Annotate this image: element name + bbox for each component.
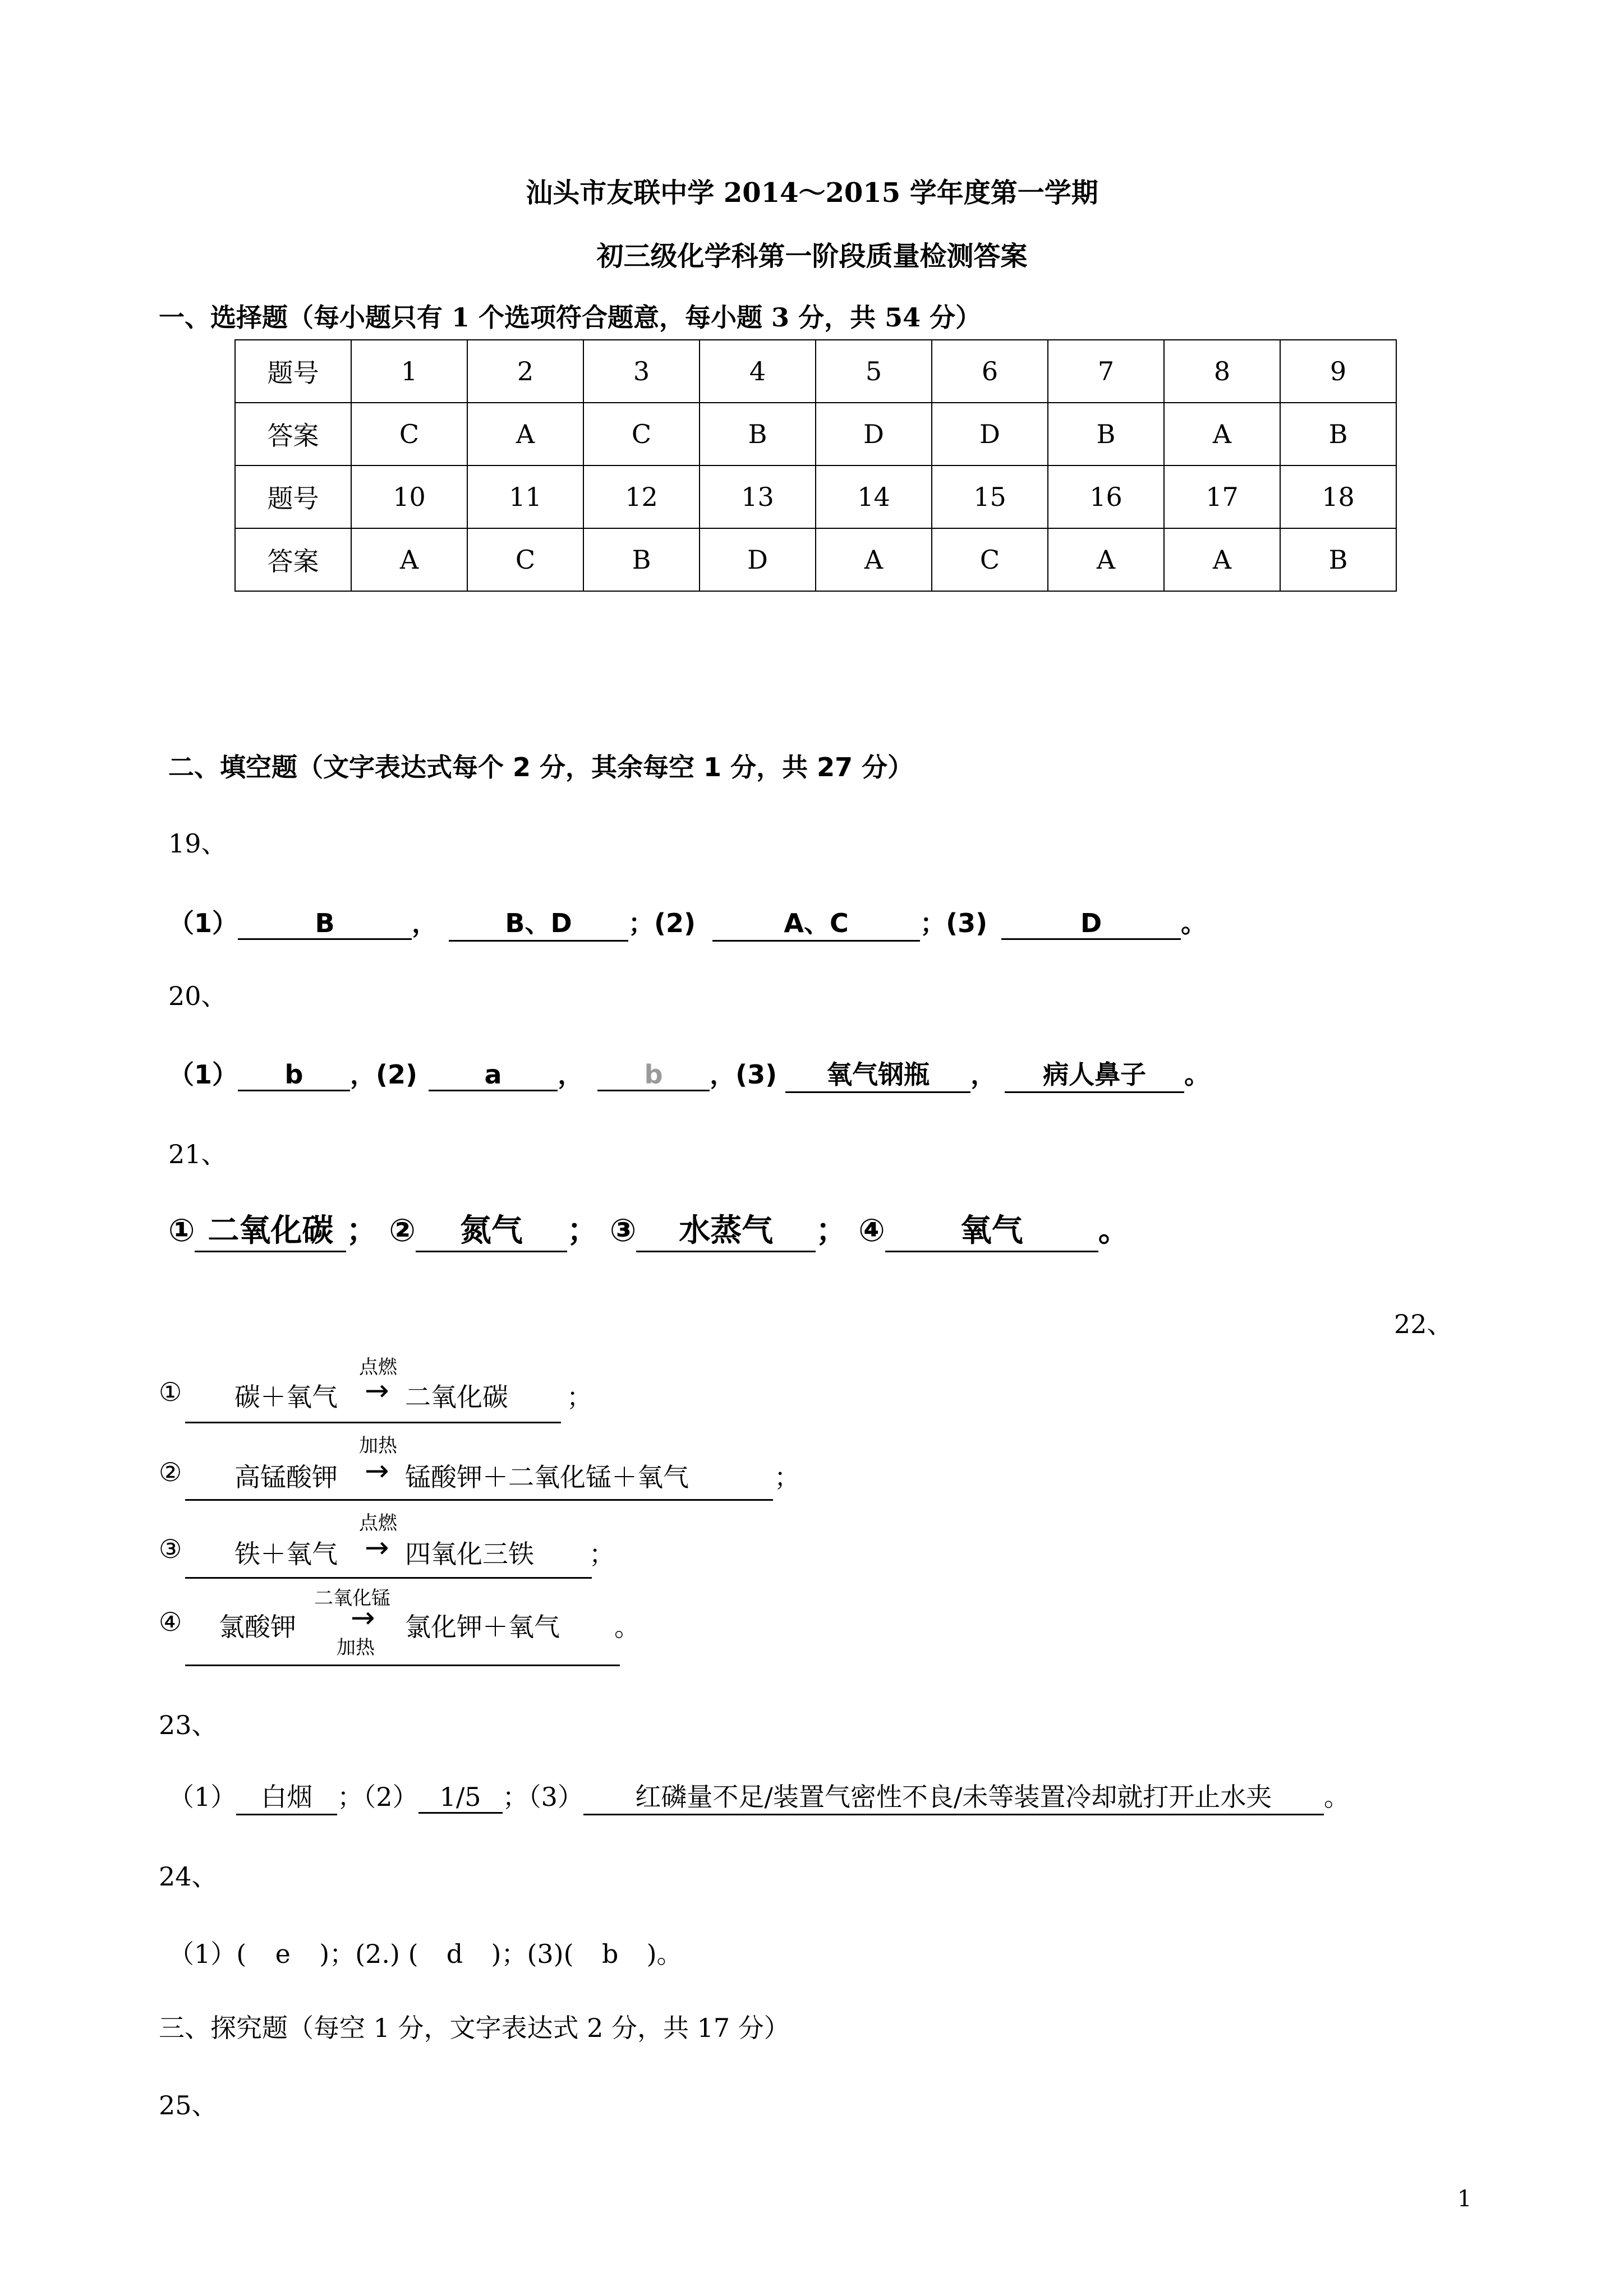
answer-table-cell: B xyxy=(1048,403,1164,465)
q21-mark-1: ① xyxy=(168,1212,195,1249)
q23-part1-label: （1） xyxy=(168,1782,237,1812)
answer-table-cell: A xyxy=(1164,403,1280,465)
doc-subtitle: 初三级化学科第一阶段质量检测答案 xyxy=(596,241,1028,272)
answer-table-cell: B xyxy=(1280,403,1396,465)
q23-answers xyxy=(168,1777,1350,1815)
answer-table-cell: D xyxy=(700,528,816,591)
answer-table-cell: A xyxy=(467,403,583,465)
q20-end: 。 xyxy=(1184,1059,1211,1090)
answer-table-row xyxy=(235,528,1396,591)
q21-end: 。 xyxy=(1098,1212,1130,1249)
q22-mark-2: ② xyxy=(159,1457,182,1487)
q22-product-4: 氯化钾＋氧气 xyxy=(405,1612,560,1642)
q20-number: 20、 xyxy=(168,981,227,1011)
answer-table-cell: C xyxy=(351,403,467,465)
q21-mark-4: ④ xyxy=(858,1212,885,1249)
q24-answer-2: d xyxy=(446,1939,463,1969)
q22-product-1: 二氧化碳 xyxy=(405,1382,508,1412)
q19-blank-3: A、C xyxy=(712,903,920,942)
q22-underline-2 xyxy=(185,1499,773,1501)
q24-part2-label: )；(2.) ( xyxy=(319,1939,418,1969)
q22-number: 22、 xyxy=(1394,1309,1453,1339)
section3-heading: 三、探究题（每空 1 分，文字表达式 2 分，共 17 分） xyxy=(159,2013,790,2043)
q22-product-3: 四氧化三铁 xyxy=(405,1539,534,1569)
q20-blank-5: 病人鼻子 xyxy=(1005,1054,1184,1093)
q21-blank-3: 水蒸气 xyxy=(636,1206,816,1252)
answer-table-row-header: 题号 xyxy=(235,340,351,403)
q23-blank-3: 红磷量不足/装置气密性不良/未等装置冷却就打开止水夹 xyxy=(583,1777,1324,1815)
q22-underline-4 xyxy=(185,1665,620,1666)
q22-condition-3: 点燃 xyxy=(359,1512,397,1534)
q20-separator-2: ， xyxy=(970,1059,997,1090)
q19-part1-label: （1） xyxy=(168,908,238,938)
answer-table-row-header: 答案 xyxy=(235,403,351,465)
q21-sep-3: ； xyxy=(816,1212,848,1249)
answer-table-cell: 15 xyxy=(932,465,1048,528)
q22-arrow-3: → xyxy=(365,1531,389,1565)
q22-reactant-1: 碳＋氧气 xyxy=(234,1382,338,1412)
answer-table-cell: 2 xyxy=(467,340,583,403)
q19-blank-1: B xyxy=(238,908,412,940)
q21-mark-2: ② xyxy=(389,1212,416,1249)
q22-end-4: 。 xyxy=(614,1612,640,1642)
q19-end: 。 xyxy=(1181,908,1207,938)
q19-blank-2: B、D xyxy=(449,903,628,942)
section1-heading: 一、选择题（每小题只有 1 个选项符合题意，每小题 3 分，共 54 分） xyxy=(159,302,982,333)
q22-condition-1: 点燃 xyxy=(359,1356,397,1378)
answer-table-cell: A xyxy=(351,528,467,591)
answer-table-cell: C xyxy=(932,528,1048,591)
q19-part2-label: ；(2) xyxy=(628,908,696,938)
q24-answer-1: e xyxy=(275,1939,291,1969)
q19-number: 19、 xyxy=(168,828,227,859)
answer-table-cell: 6 xyxy=(932,340,1048,403)
answer-table-row xyxy=(235,465,1396,528)
q22-mark-1: ① xyxy=(159,1377,182,1407)
answer-table-cell: C xyxy=(583,403,700,465)
q24-part1-label: （1）( xyxy=(168,1939,247,1969)
q22-arrow-1: → xyxy=(365,1374,389,1408)
q22-reactant-2: 高锰酸钾 xyxy=(234,1462,338,1492)
q24-end: )。 xyxy=(646,1939,683,1969)
q22-end-2: ； xyxy=(774,1462,800,1492)
answer-table-cell: 14 xyxy=(816,465,932,528)
answer-table-row xyxy=(235,403,1396,465)
q25-number: 25、 xyxy=(159,2090,218,2120)
q19-blank-4: D xyxy=(1001,908,1181,940)
q21-blank-4: 氧气 xyxy=(885,1206,1098,1252)
q22-underline-3 xyxy=(185,1577,592,1579)
q22-mark-3: ③ xyxy=(159,1534,182,1564)
q22-underline-1 xyxy=(185,1422,561,1423)
answer-table-cell: B xyxy=(1280,528,1396,591)
q21-blank-2: 氮气 xyxy=(416,1206,567,1252)
answer-table-cell: A xyxy=(1048,528,1164,591)
answer-table-cell: 3 xyxy=(583,340,700,403)
q20-blank-2: a xyxy=(429,1059,558,1091)
q20-part1-label: （1） xyxy=(168,1059,238,1090)
q22-condition-4-top: 二氧化锰 xyxy=(314,1587,390,1610)
answer-table-cell: 17 xyxy=(1164,465,1280,528)
q22-reactant-3: 铁＋氧气 xyxy=(234,1539,338,1569)
answer-table-cell: 8 xyxy=(1164,340,1280,403)
answer-table-cell: 12 xyxy=(583,465,700,528)
q21-sep-1: ； xyxy=(346,1212,378,1249)
q22-arrow-4: → xyxy=(351,1601,375,1635)
q21-number: 21、 xyxy=(168,1139,227,1169)
q22-mark-4: ④ xyxy=(159,1607,182,1637)
answer-table-row xyxy=(235,340,1396,403)
page-number: 1 xyxy=(1457,2186,1472,2212)
q19-separator: ， xyxy=(412,908,438,938)
answer-table-cell: 18 xyxy=(1280,465,1396,528)
answer-table-cell: D xyxy=(932,403,1048,465)
q23-blank-1: 白烟 xyxy=(236,1777,337,1815)
q22-condition-4-bottom: 加热 xyxy=(337,1636,375,1659)
q21-blank-1: 二氧化碳 xyxy=(195,1206,346,1252)
answer-table-cell: D xyxy=(816,403,932,465)
answer-table-cell: 4 xyxy=(700,340,816,403)
answer-table-row-header: 答案 xyxy=(235,528,351,591)
q23-end: 。 xyxy=(1323,1782,1350,1812)
q22-end-3: ； xyxy=(589,1539,615,1569)
answer-table-row-header: 题号 xyxy=(235,465,351,528)
answer-table-cell: 10 xyxy=(351,465,467,528)
answer-table-cell: 7 xyxy=(1048,340,1164,403)
q22-condition-2: 加热 xyxy=(359,1435,397,1457)
q23-part2-label: ；（2） xyxy=(337,1782,418,1812)
answer-table-cell: B xyxy=(583,528,700,591)
answer-table xyxy=(234,339,1397,592)
q23-number: 23、 xyxy=(159,1710,218,1740)
answer-table-cell: C xyxy=(467,528,583,591)
q20-part3-label: ，(3) xyxy=(710,1059,778,1090)
q24-answers xyxy=(168,1934,683,1971)
q20-blank-1: b xyxy=(238,1059,350,1091)
answer-table-cell: 1 xyxy=(351,340,467,403)
q22-reactant-4: 氯酸钾 xyxy=(219,1612,296,1642)
answer-table-cell: 11 xyxy=(467,465,583,528)
q21-answers xyxy=(168,1206,1130,1252)
answer-table-cell: B xyxy=(700,403,816,465)
answer-table-cell: A xyxy=(816,528,932,591)
q20-blank-3: b xyxy=(597,1059,710,1091)
q19-part3-label: ；(3) xyxy=(920,908,988,938)
q21-mark-3: ③ xyxy=(609,1212,637,1249)
answer-table-cell: A xyxy=(1164,528,1280,591)
answer-table-cell: 5 xyxy=(816,340,932,403)
q20-part2-label: ，(2) xyxy=(350,1059,418,1090)
answer-table-cell: 16 xyxy=(1048,465,1164,528)
q24-part3-label: )；(3)( xyxy=(491,1939,574,1969)
answer-table-cell: 13 xyxy=(700,465,816,528)
q24-answer-3: b xyxy=(601,1939,619,1969)
q22-product-2: 锰酸钾＋二氧化锰＋氧气 xyxy=(405,1462,689,1492)
q20-blank-4: 氧气钢瓶 xyxy=(785,1054,970,1093)
doc-title: 汕头市友联中学 2014～2015 学年度第一学期 xyxy=(526,177,1098,209)
q24-number: 24、 xyxy=(159,1861,218,1892)
answer-table-cell: 9 xyxy=(1280,340,1396,403)
q20-answers xyxy=(168,1054,1210,1093)
q22-arrow-2: → xyxy=(365,1454,389,1488)
q19-answers xyxy=(168,903,1207,942)
q23-part3-label: ；（3） xyxy=(502,1782,583,1812)
q22-end-1: ； xyxy=(567,1382,592,1412)
q20-separator: ， xyxy=(558,1059,584,1090)
q21-sep-2: ； xyxy=(567,1212,599,1249)
q23-blank-2: 1/5 xyxy=(418,1782,503,1814)
section2-heading: 二、填空题（文字表达式每个 2 分，其余每空 1 分，共 27 分） xyxy=(168,752,914,782)
